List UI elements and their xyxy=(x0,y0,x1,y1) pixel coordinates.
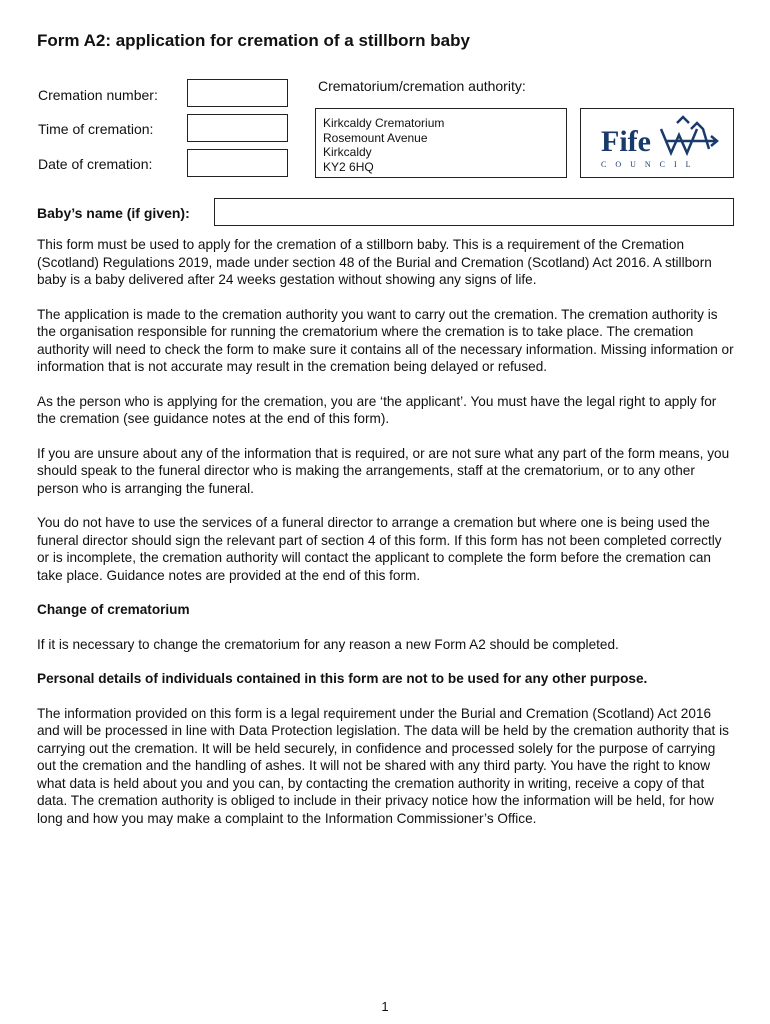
page-number: 1 xyxy=(381,999,389,1014)
page-title: Form A2: application for cremation of a stillborn baby xyxy=(37,31,470,50)
cremation-number-field[interactable] xyxy=(187,79,288,107)
address-line: Kirkcaldy xyxy=(323,145,372,159)
cremation-number-label: Cremation number: xyxy=(38,87,158,103)
authority-label: Crematorium/cremation authority: xyxy=(318,78,526,94)
fife-council-logo xyxy=(581,109,733,177)
date-of-cremation-label: Date of cremation: xyxy=(38,156,153,172)
paragraph: The information provided on this form is a legal requirement under the Burial and Cremation (Scotland) Act 2016 and will be processed in line with Data Protection legislation. The data will be held by the cremation authority that is carrying out the cremation. It will be held securely, in confidence and processed solely for the purpose of carrying out the cremation and the handling of ashes. It will not be shared with any third party. You have the right to know what data is held about you and you can, by contacting the cremation authority in writing, receive a copy of that data. The cremation authority is obliged to include in their privacy notice how the information will be held, for how long and how you may make a complaint to the Information Commissioner’s Office. xyxy=(37,705,729,826)
council-logo-box xyxy=(580,108,734,178)
paragraph: This form must be used to apply for the cremation of a stillborn baby. This is a requirement of the Cremation (Scotland) Regulations 2019, made under section 48 of the Burial and Cremation (Scotland) Act 2016. A stillborn baby is a baby delivered after 24 weeks gestation without showing any signs of life. xyxy=(37,237,712,287)
authority-address-box xyxy=(315,108,567,178)
address-line: KY2 6HQ xyxy=(323,159,374,174)
baby-name-label: Baby’s name (if given): xyxy=(37,205,190,221)
time-of-cremation-label: Time of cremation: xyxy=(38,121,154,137)
paragraph: The application is made to the cremation authority you want to carry out the cremation. The cremation authority is the organisation responsible for running the crematorium where the cremation is to take place. The cremation authority will need to check the form to make sure it contains all of the necessary information. Missing information or information that is not accurate may result in the cremation being delayed or refused. xyxy=(37,306,734,374)
address-line: Kirkcaldy Crematorium xyxy=(323,116,445,130)
paragraph: You do not have to use the services of a funeral director to arrange a cremation but where one is being used the funeral director should sign the relevant part of section 4 of this form. If this form has not been completed correctly or is incomplete, the cremation authority will contact the applicant to complete the form before the cremation can take place. Guidance notes are provided at the end of this form. xyxy=(37,515,722,583)
logo-emblem-icon xyxy=(661,117,717,153)
logo-text: Fife xyxy=(601,125,651,158)
time-of-cremation-field[interactable] xyxy=(187,114,288,142)
date-of-cremation-field[interactable] xyxy=(187,149,288,177)
paragraph: If it is necessary to change the crematorium for any reason a new Form A2 should be completed. xyxy=(37,636,619,652)
section-heading: Change of crematorium xyxy=(37,602,190,617)
address-line: Rosemount Avenue xyxy=(323,130,428,145)
paragraph: As the person who is applying for the cremation, you are ‘the applicant’. You must have the legal right to apply for the cremation (see guidance notes at the end of this form). xyxy=(37,393,717,426)
body-content xyxy=(37,236,737,844)
baby-name-field[interactable] xyxy=(214,198,734,226)
paragraph: If you are unsure about any of the information that is required, or are not sure what any part of the form means, you should speak to the funeral director who is making the arrangements, staff at the crematorium, or to any other person who is arranging the funeral. xyxy=(37,445,730,496)
section-heading: Personal details of individuals contained in this form are not to be used for any other purpose. xyxy=(37,671,648,686)
logo-subtext: COUNCIL xyxy=(601,160,700,169)
